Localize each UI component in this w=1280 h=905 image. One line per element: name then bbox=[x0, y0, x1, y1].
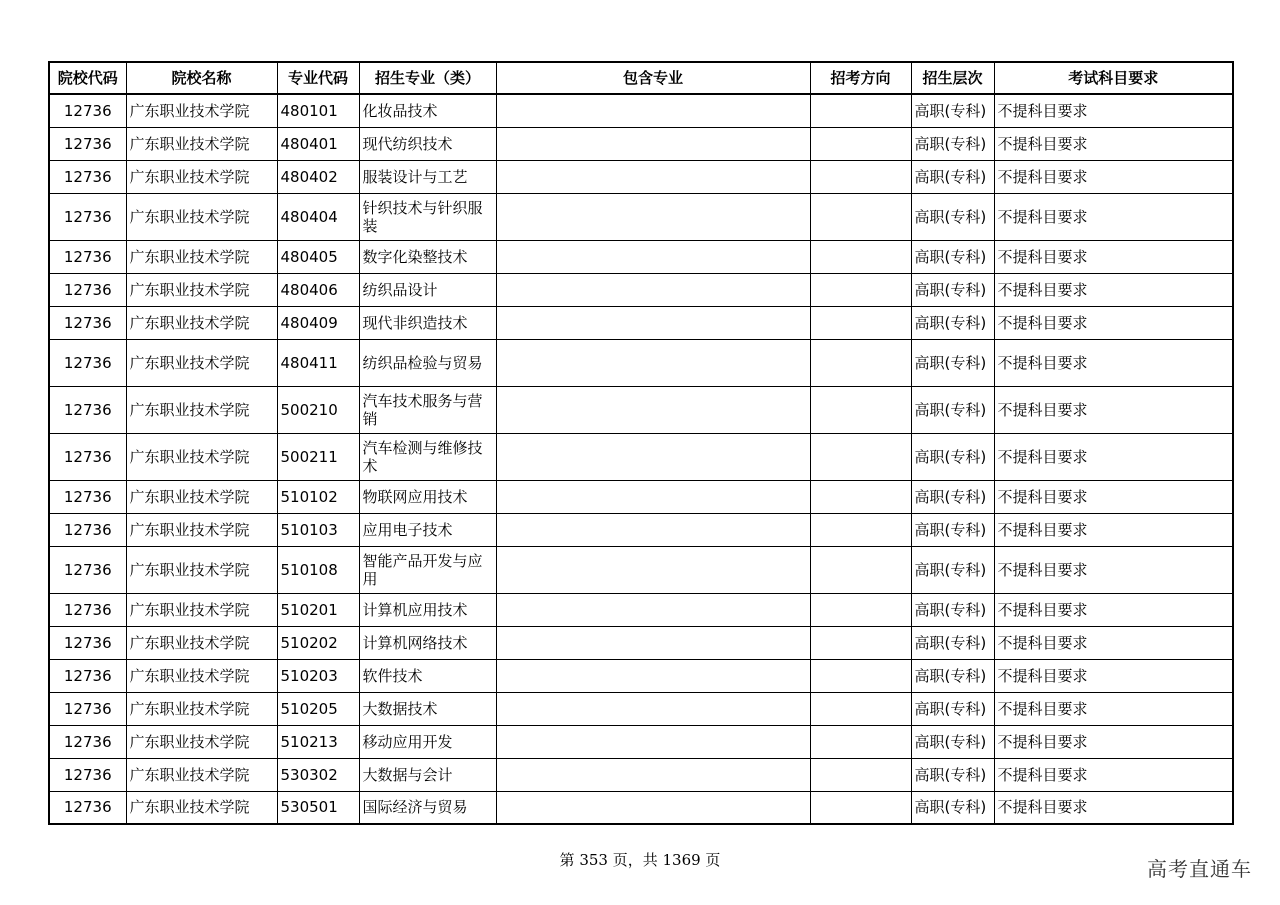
level-cell: 高职(专科) bbox=[911, 240, 994, 273]
table-row bbox=[49, 240, 1233, 273]
school-code-cell: 12736 bbox=[49, 593, 126, 626]
level-cell: 高职(专科) bbox=[911, 433, 994, 480]
direction-cell bbox=[810, 725, 911, 758]
subject-requirement-cell: 不提科目要求 bbox=[994, 692, 1233, 725]
table-body bbox=[49, 94, 1233, 824]
level-cell: 高职(专科) bbox=[911, 546, 994, 593]
table-row bbox=[49, 758, 1233, 791]
major-code-cell: 530501 bbox=[277, 791, 359, 824]
major-name-cell: 数字化染整技术 bbox=[359, 240, 496, 273]
school-name-cell: 广东职业技术学院 bbox=[126, 160, 277, 193]
watermark: 高考直通车 bbox=[1147, 857, 1252, 881]
subject-requirement-cell: 不提科目要求 bbox=[994, 127, 1233, 160]
subject-requirement-cell: 不提科目要求 bbox=[994, 273, 1233, 306]
subject-requirement-cell: 不提科目要求 bbox=[994, 791, 1233, 824]
included-majors-cell bbox=[496, 659, 810, 692]
table-row bbox=[49, 546, 1233, 593]
included-majors-cell bbox=[496, 480, 810, 513]
major-name-cell: 计算机应用技术 bbox=[359, 593, 496, 626]
subject-requirement-cell: 不提科目要求 bbox=[994, 513, 1233, 546]
subject-requirement-cell: 不提科目要求 bbox=[994, 546, 1233, 593]
level-cell: 高职(专科) bbox=[911, 659, 994, 692]
enrollment-table bbox=[48, 61, 1234, 825]
direction-cell bbox=[810, 480, 911, 513]
direction-cell bbox=[810, 127, 911, 160]
included-majors-cell bbox=[496, 273, 810, 306]
direction-cell bbox=[810, 626, 911, 659]
major-code-cell: 510205 bbox=[277, 692, 359, 725]
direction-cell bbox=[810, 273, 911, 306]
direction-cell bbox=[810, 193, 911, 240]
major-name-cell: 应用电子技术 bbox=[359, 513, 496, 546]
included-majors-cell bbox=[496, 94, 810, 127]
major-name-cell: 汽车检测与维修技术 bbox=[359, 433, 496, 480]
major-code-cell: 480404 bbox=[277, 193, 359, 240]
direction-cell bbox=[810, 791, 911, 824]
school-code-cell: 12736 bbox=[49, 386, 126, 433]
table-row bbox=[49, 513, 1233, 546]
subject-requirement-cell: 不提科目要求 bbox=[994, 193, 1233, 240]
major-code-cell: 480402 bbox=[277, 160, 359, 193]
level-cell: 高职(专科) bbox=[911, 758, 994, 791]
major-name-cell: 化妆品技术 bbox=[359, 94, 496, 127]
included-majors-cell bbox=[496, 513, 810, 546]
school-code-cell: 12736 bbox=[49, 758, 126, 791]
major-name-cell: 纺织品检验与贸易 bbox=[359, 339, 496, 386]
included-majors-cell bbox=[496, 758, 810, 791]
header-major-code: 专业代码 bbox=[277, 62, 359, 94]
school-name-cell: 广东职业技术学院 bbox=[126, 480, 277, 513]
level-cell: 高职(专科) bbox=[911, 386, 994, 433]
school-name-cell: 广东职业技术学院 bbox=[126, 513, 277, 546]
major-code-cell: 510201 bbox=[277, 593, 359, 626]
level-cell: 高职(专科) bbox=[911, 127, 994, 160]
subject-requirement-cell: 不提科目要求 bbox=[994, 94, 1233, 127]
subject-requirement-cell: 不提科目要求 bbox=[994, 480, 1233, 513]
header-subject-requirement: 考试科目要求 bbox=[994, 62, 1233, 94]
subject-requirement-cell: 不提科目要求 bbox=[994, 386, 1233, 433]
major-name-cell: 智能产品开发与应用 bbox=[359, 546, 496, 593]
level-cell: 高职(专科) bbox=[911, 593, 994, 626]
header-direction: 招考方向 bbox=[810, 62, 911, 94]
school-code-cell: 12736 bbox=[49, 659, 126, 692]
school-name-cell: 广东职业技术学院 bbox=[126, 386, 277, 433]
included-majors-cell bbox=[496, 193, 810, 240]
direction-cell bbox=[810, 758, 911, 791]
table-row bbox=[49, 339, 1233, 386]
school-code-cell: 12736 bbox=[49, 160, 126, 193]
major-name-cell: 计算机网络技术 bbox=[359, 626, 496, 659]
school-name-cell: 广东职业技术学院 bbox=[126, 692, 277, 725]
school-name-cell: 广东职业技术学院 bbox=[126, 791, 277, 824]
subject-requirement-cell: 不提科目要求 bbox=[994, 433, 1233, 480]
school-code-cell: 12736 bbox=[49, 273, 126, 306]
major-code-cell: 480406 bbox=[277, 273, 359, 306]
major-name-cell: 大数据技术 bbox=[359, 692, 496, 725]
school-code-cell: 12736 bbox=[49, 94, 126, 127]
school-name-cell: 广东职业技术学院 bbox=[126, 758, 277, 791]
table-row bbox=[49, 725, 1233, 758]
header-row bbox=[49, 62, 1233, 94]
subject-requirement-cell: 不提科目要求 bbox=[994, 160, 1233, 193]
major-name-cell: 大数据与会计 bbox=[359, 758, 496, 791]
level-cell: 高职(专科) bbox=[911, 791, 994, 824]
major-code-cell: 480401 bbox=[277, 127, 359, 160]
included-majors-cell bbox=[496, 339, 810, 386]
header-major-name: 招生专业（类） bbox=[359, 62, 496, 94]
major-name-cell: 移动应用开发 bbox=[359, 725, 496, 758]
included-majors-cell bbox=[496, 593, 810, 626]
table-row bbox=[49, 306, 1233, 339]
table-row bbox=[49, 659, 1233, 692]
major-name-cell: 国际经济与贸易 bbox=[359, 791, 496, 824]
subject-requirement-cell: 不提科目要求 bbox=[994, 593, 1233, 626]
direction-cell bbox=[810, 94, 911, 127]
school-code-cell: 12736 bbox=[49, 546, 126, 593]
school-name-cell: 广东职业技术学院 bbox=[126, 626, 277, 659]
major-code-cell: 500211 bbox=[277, 433, 359, 480]
included-majors-cell bbox=[496, 725, 810, 758]
table-row bbox=[49, 160, 1233, 193]
table-row bbox=[49, 386, 1233, 433]
direction-cell bbox=[810, 433, 911, 480]
included-majors-cell bbox=[496, 433, 810, 480]
subject-requirement-cell: 不提科目要求 bbox=[994, 240, 1233, 273]
level-cell: 高职(专科) bbox=[911, 626, 994, 659]
school-code-cell: 12736 bbox=[49, 339, 126, 386]
subject-requirement-cell: 不提科目要求 bbox=[994, 339, 1233, 386]
subject-requirement-cell: 不提科目要求 bbox=[994, 659, 1233, 692]
subject-requirement-cell: 不提科目要求 bbox=[994, 725, 1233, 758]
school-name-cell: 广东职业技术学院 bbox=[126, 593, 277, 626]
school-code-cell: 12736 bbox=[49, 240, 126, 273]
level-cell: 高职(专科) bbox=[911, 480, 994, 513]
included-majors-cell bbox=[496, 127, 810, 160]
school-code-cell: 12736 bbox=[49, 193, 126, 240]
included-majors-cell bbox=[496, 791, 810, 824]
major-code-cell: 510102 bbox=[277, 480, 359, 513]
school-name-cell: 广东职业技术学院 bbox=[126, 725, 277, 758]
table-row bbox=[49, 94, 1233, 127]
major-code-cell: 480101 bbox=[277, 94, 359, 127]
school-name-cell: 广东职业技术学院 bbox=[126, 94, 277, 127]
included-majors-cell bbox=[496, 546, 810, 593]
direction-cell bbox=[810, 692, 911, 725]
school-name-cell: 广东职业技术学院 bbox=[126, 339, 277, 386]
major-code-cell: 480405 bbox=[277, 240, 359, 273]
included-majors-cell bbox=[496, 306, 810, 339]
included-majors-cell bbox=[496, 386, 810, 433]
level-cell: 高职(专科) bbox=[911, 692, 994, 725]
major-name-cell: 现代非织造技术 bbox=[359, 306, 496, 339]
table-row bbox=[49, 480, 1233, 513]
included-majors-cell bbox=[496, 240, 810, 273]
major-code-cell: 510203 bbox=[277, 659, 359, 692]
direction-cell bbox=[810, 339, 911, 386]
direction-cell bbox=[810, 160, 911, 193]
major-code-cell: 500210 bbox=[277, 386, 359, 433]
school-name-cell: 广东职业技术学院 bbox=[126, 193, 277, 240]
direction-cell bbox=[810, 659, 911, 692]
direction-cell bbox=[810, 240, 911, 273]
major-code-cell: 530302 bbox=[277, 758, 359, 791]
level-cell: 高职(专科) bbox=[911, 193, 994, 240]
table-row bbox=[49, 193, 1233, 240]
subject-requirement-cell: 不提科目要求 bbox=[994, 306, 1233, 339]
school-code-cell: 12736 bbox=[49, 480, 126, 513]
school-code-cell: 12736 bbox=[49, 692, 126, 725]
header-included-majors: 包含专业 bbox=[496, 62, 810, 94]
page-number: 第 353 页，共 1369 页 bbox=[559, 851, 721, 869]
major-name-cell: 针织技术与针织服装 bbox=[359, 193, 496, 240]
direction-cell bbox=[810, 546, 911, 593]
school-name-cell: 广东职业技术学院 bbox=[126, 546, 277, 593]
school-name-cell: 广东职业技术学院 bbox=[126, 659, 277, 692]
table-row bbox=[49, 593, 1233, 626]
school-code-cell: 12736 bbox=[49, 306, 126, 339]
school-name-cell: 广东职业技术学院 bbox=[126, 127, 277, 160]
table-header bbox=[49, 62, 1233, 94]
school-code-cell: 12736 bbox=[49, 626, 126, 659]
school-code-cell: 12736 bbox=[49, 791, 126, 824]
level-cell: 高职(专科) bbox=[911, 160, 994, 193]
major-code-cell: 510213 bbox=[277, 725, 359, 758]
table-row bbox=[49, 692, 1233, 725]
level-cell: 高职(专科) bbox=[911, 94, 994, 127]
school-code-cell: 12736 bbox=[49, 127, 126, 160]
table-row bbox=[49, 626, 1233, 659]
major-code-cell: 510202 bbox=[277, 626, 359, 659]
school-name-cell: 广东职业技术学院 bbox=[126, 306, 277, 339]
level-cell: 高职(专科) bbox=[911, 273, 994, 306]
included-majors-cell bbox=[496, 160, 810, 193]
school-name-cell: 广东职业技术学院 bbox=[126, 240, 277, 273]
major-name-cell: 纺织品设计 bbox=[359, 273, 496, 306]
major-name-cell: 现代纺织技术 bbox=[359, 127, 496, 160]
included-majors-cell bbox=[496, 626, 810, 659]
header-level: 招生层次 bbox=[911, 62, 994, 94]
school-code-cell: 12736 bbox=[49, 433, 126, 480]
included-majors-cell bbox=[496, 692, 810, 725]
school-code-cell: 12736 bbox=[49, 725, 126, 758]
major-code-cell: 480409 bbox=[277, 306, 359, 339]
direction-cell bbox=[810, 386, 911, 433]
major-code-cell: 480411 bbox=[277, 339, 359, 386]
major-name-cell: 服装设计与工艺 bbox=[359, 160, 496, 193]
table-row bbox=[49, 791, 1233, 824]
level-cell: 高职(专科) bbox=[911, 725, 994, 758]
major-code-cell: 510103 bbox=[277, 513, 359, 546]
header-school-code: 院校代码 bbox=[49, 62, 126, 94]
major-name-cell: 软件技术 bbox=[359, 659, 496, 692]
level-cell: 高职(专科) bbox=[911, 513, 994, 546]
direction-cell bbox=[810, 306, 911, 339]
header-school-name: 院校名称 bbox=[126, 62, 277, 94]
table-row bbox=[49, 433, 1233, 480]
major-code-cell: 510108 bbox=[277, 546, 359, 593]
major-name-cell: 汽车技术服务与营销 bbox=[359, 386, 496, 433]
school-name-cell: 广东职业技术学院 bbox=[126, 273, 277, 306]
table-row bbox=[49, 273, 1233, 306]
direction-cell bbox=[810, 593, 911, 626]
table-row bbox=[49, 127, 1233, 160]
subject-requirement-cell: 不提科目要求 bbox=[994, 758, 1233, 791]
level-cell: 高职(专科) bbox=[911, 339, 994, 386]
school-name-cell: 广东职业技术学院 bbox=[126, 433, 277, 480]
major-name-cell: 物联网应用技术 bbox=[359, 480, 496, 513]
school-code-cell: 12736 bbox=[49, 513, 126, 546]
level-cell: 高职(专科) bbox=[911, 306, 994, 339]
subject-requirement-cell: 不提科目要求 bbox=[994, 626, 1233, 659]
direction-cell bbox=[810, 513, 911, 546]
